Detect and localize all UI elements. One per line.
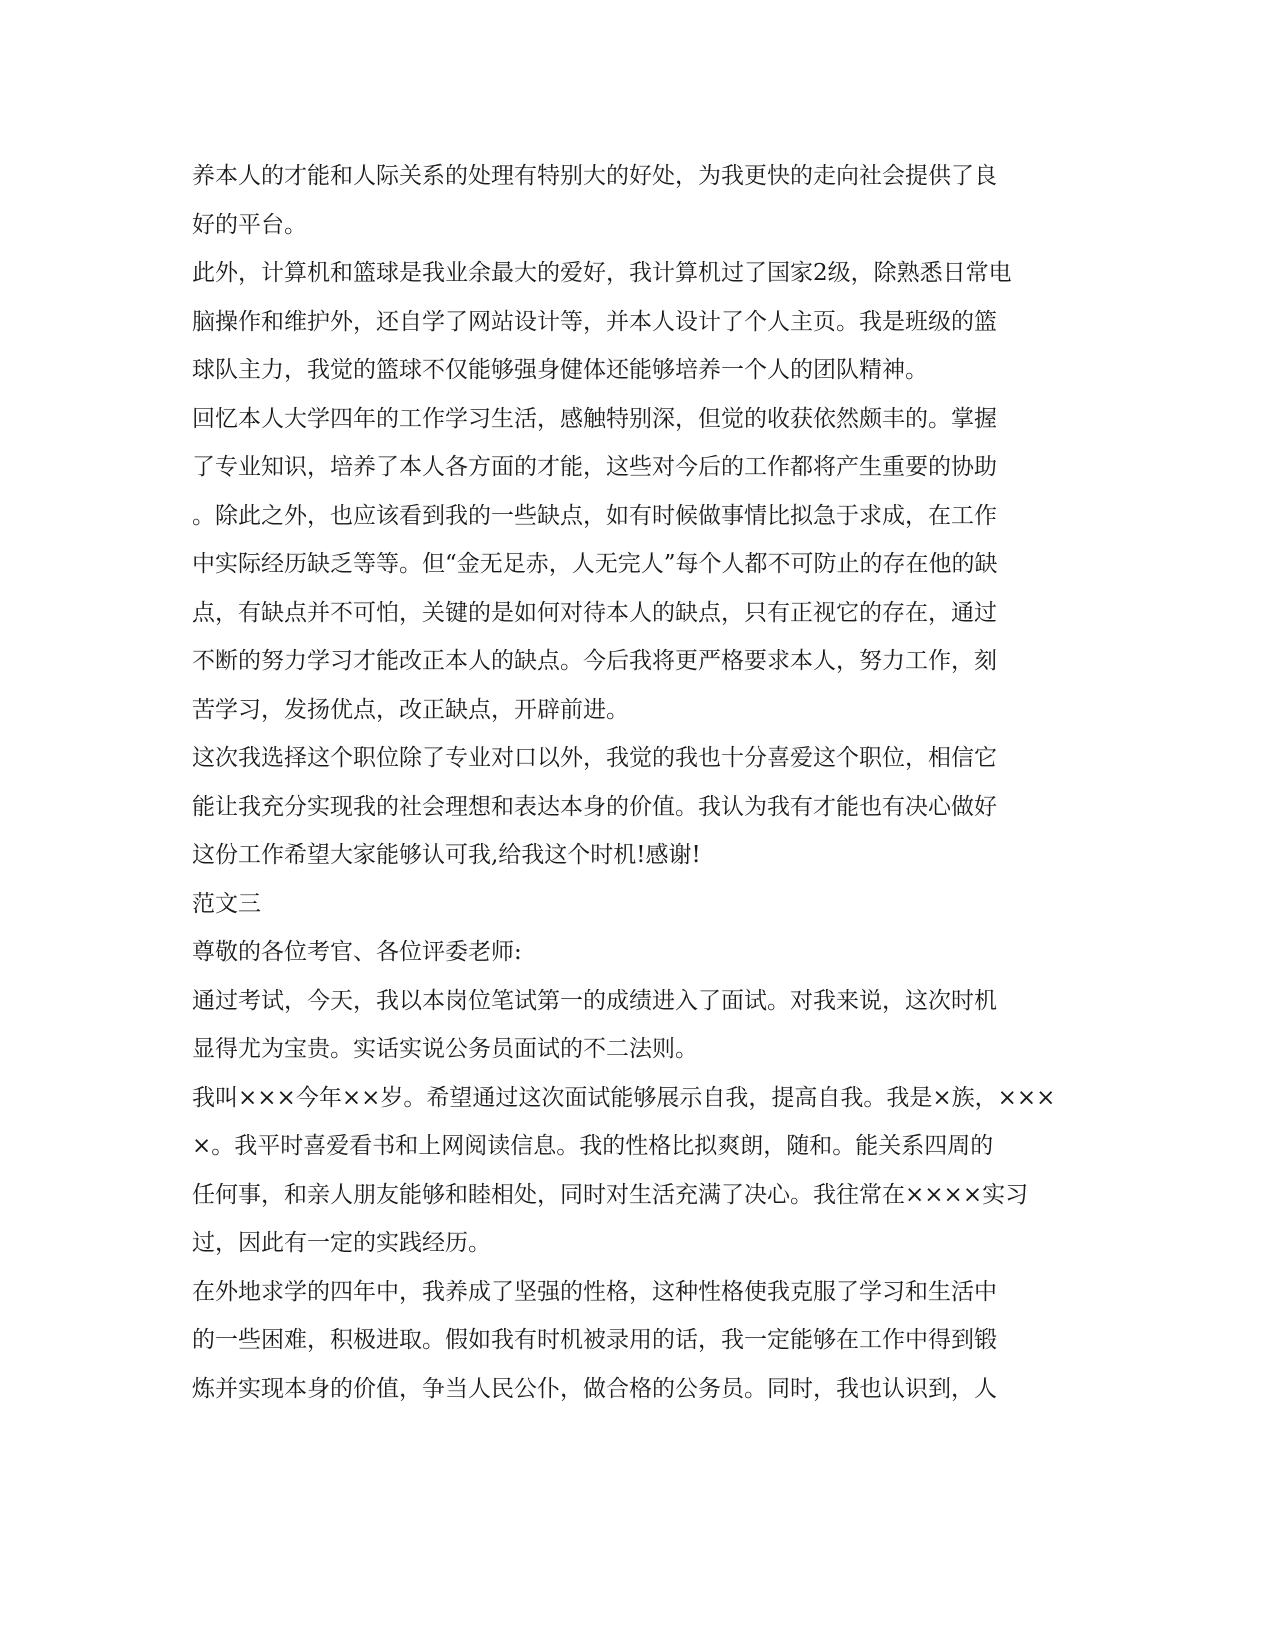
salutation: 尊敬的各位考官、各位评委老师: [192,939,522,965]
text-line: 这份工作希望大家能够认可我,给我这个时机!感谢! [192,842,701,868]
text-line: 我叫×××今年××岁。希望通过这次面试能够展示自我，提高自我。我是×族，××× [192,1084,1056,1111]
text-line: 了专业知识，培养了本人各方面的才能，这些对今后的工作都将产生重要的协助 [192,454,997,480]
text-line: 不断的努力学习才能改正本人的缺点。今后我将更严格要求本人，努力工作，刻 [192,648,997,674]
text-line: 显得尤为宝贵。实话实说公务员面试的不二法则。 [192,1036,698,1062]
text-line: 过，因此有一定的实践经历。 [192,1230,491,1256]
text-line: 脑操作和维护外，还自学了网站设计等，并本人设计了个人主页。我是班级的篮 [192,308,997,335]
text-line: 这次我选择这个职位除了专业对口以外，我觉的我也十分喜爱这个职位，相信它 [192,745,997,771]
text-line: 苦学习，发扬优点，改正缺点，开辟前进。 [192,696,629,723]
text-line: 点，有缺点并不可怕，关键的是如何对待本人的缺点，只有正视它的存在，通过 [192,599,997,626]
text-line: 在外地求学的四年中，我养成了坚强的性格，这种性格使我克服了学习和生活中 [192,1278,997,1305]
text-line: 球队主力，我觉的篮球不仅能够强身健体还能够培养一个人的团队精神。 [192,357,928,383]
text-line: 中实际经历缺乏等等。但“金无足赤，人无完人”每个人都不可防止的存在他的缺 [192,551,998,577]
text-line: 能让我充分实现我的社会理想和表达本身的价值。我认为我有才能也有决心做好 [192,793,997,820]
text-line: 回忆本人大学四年的工作学习生活，感触特别深，但觉的收获依然颇丰的。掌握 [192,405,997,432]
text-line: 通过考试，今天，我以本岗位笔试第一的成绩进入了面试。对我来说，这次时机 [192,987,997,1014]
text-line: 任何事，和亲人朋友能够和睦相处，同时对生活充满了决心。我往常在××××实习 [192,1181,1029,1208]
section-heading: 范文三 [192,890,261,917]
text-line: ×。我平时喜爱看书和上网阅读信息。我的性格比拟爽朗，随和。能关系四周的 [192,1133,994,1159]
document-body [192,152,1082,1413]
text-line: 好的平台。 [192,211,307,238]
text-line: 养本人的才能和人际关系的处理有特别大的好处，为我更快的走向社会提供了良 [192,163,997,189]
text-line: 的一些困难，积极进取。假如我有时机被录用的话，我一定能够在工作中得到锻 [192,1327,997,1353]
text-line: 。除此之外，也应该看到我的一些缺点，如有时候做事情比拟急于求成，在工作 [192,502,997,529]
text-line: 炼并实现本身的价值，争当人民公仆，做合格的公务员。同时，我也认识到，人 [192,1375,997,1402]
text-line: 此外，计算机和篮球是我业余最大的爱好，我计算机过了国家2级，除熟悉日常电 [192,260,1012,286]
